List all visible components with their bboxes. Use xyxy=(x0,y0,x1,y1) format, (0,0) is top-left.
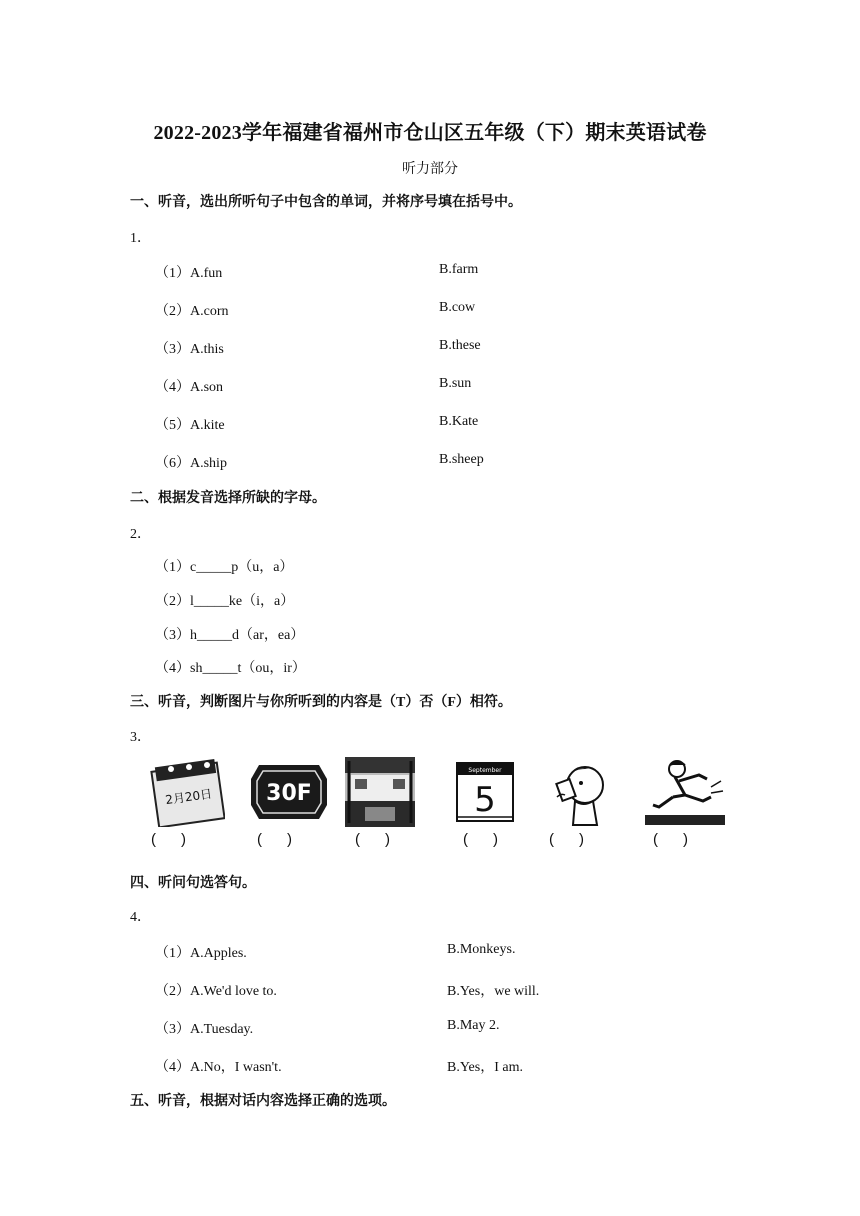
boy-drinking-picture xyxy=(547,757,611,827)
calendar-date-text: 2月20日 xyxy=(164,786,213,808)
q2-item-4: （4）sh_____t（ou，ir） xyxy=(155,661,306,676)
q1-item-4-option-a: （4）A.son xyxy=(155,380,224,395)
section-4-heading: 四、听问句选答句。 xyxy=(130,876,256,891)
q4-item-3-option-b: B.May 2. xyxy=(447,1018,500,1033)
q2-item-1: （1）c_____p（u，a） xyxy=(155,560,294,575)
q1-item-1-option-b: B.farm xyxy=(439,262,479,277)
section-2-heading: 二、根据发音选择所缺的字母。 xyxy=(130,491,326,506)
q2-item-2: （2）l_____ke（i，a） xyxy=(155,594,295,609)
answer-paren-4[interactable]: ( ) xyxy=(463,831,498,848)
q1-item-3-option-b: B.these xyxy=(439,338,481,353)
q1-item-1-option-a: （1）A.fun xyxy=(155,266,223,281)
page-title: 2022-2023学年福建省福州市仓山区五年级（下）期末英语试卷 xyxy=(153,122,707,144)
q1-item-6-option-a: （6）A.ship xyxy=(155,456,227,471)
calendar-month-text: September xyxy=(468,767,502,774)
answer-paren-3[interactable]: ( ) xyxy=(355,831,390,848)
answer-paren-1[interactable]: ( ) xyxy=(151,831,186,848)
q1-item-2-option-b: B.cow xyxy=(439,300,476,315)
answer-paren-6[interactable]: ( ) xyxy=(653,831,688,848)
q1-item-2-option-a: （2）A.corn xyxy=(155,304,229,319)
q2-item-3: （3）h_____d（ar，ea） xyxy=(155,628,305,643)
q4-item-2-option-a: （2）A.We'd love to. xyxy=(155,984,277,999)
question-4-number: 4． xyxy=(130,910,151,925)
q4-item-4-option-b: B.Yes，I am. xyxy=(447,1060,523,1075)
q4-item-4-option-a: （4）A.No，I wasn't. xyxy=(155,1060,282,1075)
q1-item-3-option-a: （3）A.this xyxy=(155,342,224,357)
question-3-number: 3． xyxy=(130,730,151,745)
answer-paren-5[interactable]: ( ) xyxy=(549,831,584,848)
q1-item-5-option-a: （5）A.kite xyxy=(155,418,225,433)
calendar-day-picture xyxy=(453,757,517,827)
q4-item-1-option-b: B.Monkeys. xyxy=(447,942,516,957)
question-2-number: 2． xyxy=(130,527,151,542)
room-picture xyxy=(345,757,415,827)
answer-paren-2[interactable]: ( ) xyxy=(257,831,292,848)
q4-item-2-option-b: B.Yes，we will. xyxy=(447,984,540,999)
floor-sign-picture xyxy=(249,757,329,827)
floor-sign-text: 30F xyxy=(266,781,312,806)
picture-strip xyxy=(145,757,730,853)
q1-item-5-option-b: B.Kate xyxy=(439,414,479,429)
section-1-heading: 一、听音，选出所听句子中包含的单词，并将序号填在括号中。 xyxy=(130,195,522,210)
calendar-picture xyxy=(149,757,225,827)
q4-item-1-option-a: （1）A.Apples. xyxy=(155,946,247,961)
q4-item-3-option-a: （3）A.Tuesday. xyxy=(155,1022,254,1037)
section-3-heading: 三、听音，判断图片与你所听到的内容是（T）否（F）相符。 xyxy=(130,695,512,710)
question-1-number: 1． xyxy=(130,231,151,246)
calendar-day-text: 5 xyxy=(474,780,496,820)
section-5-heading: 五、听音，根据对话内容选择正确的选项。 xyxy=(130,1094,396,1109)
q1-item-6-option-b: B.sheep xyxy=(439,452,484,467)
q1-item-4-option-b: B.sun xyxy=(439,376,472,391)
section-subtitle: 听力部分 xyxy=(402,162,458,177)
boy-jumping-picture xyxy=(645,757,725,827)
